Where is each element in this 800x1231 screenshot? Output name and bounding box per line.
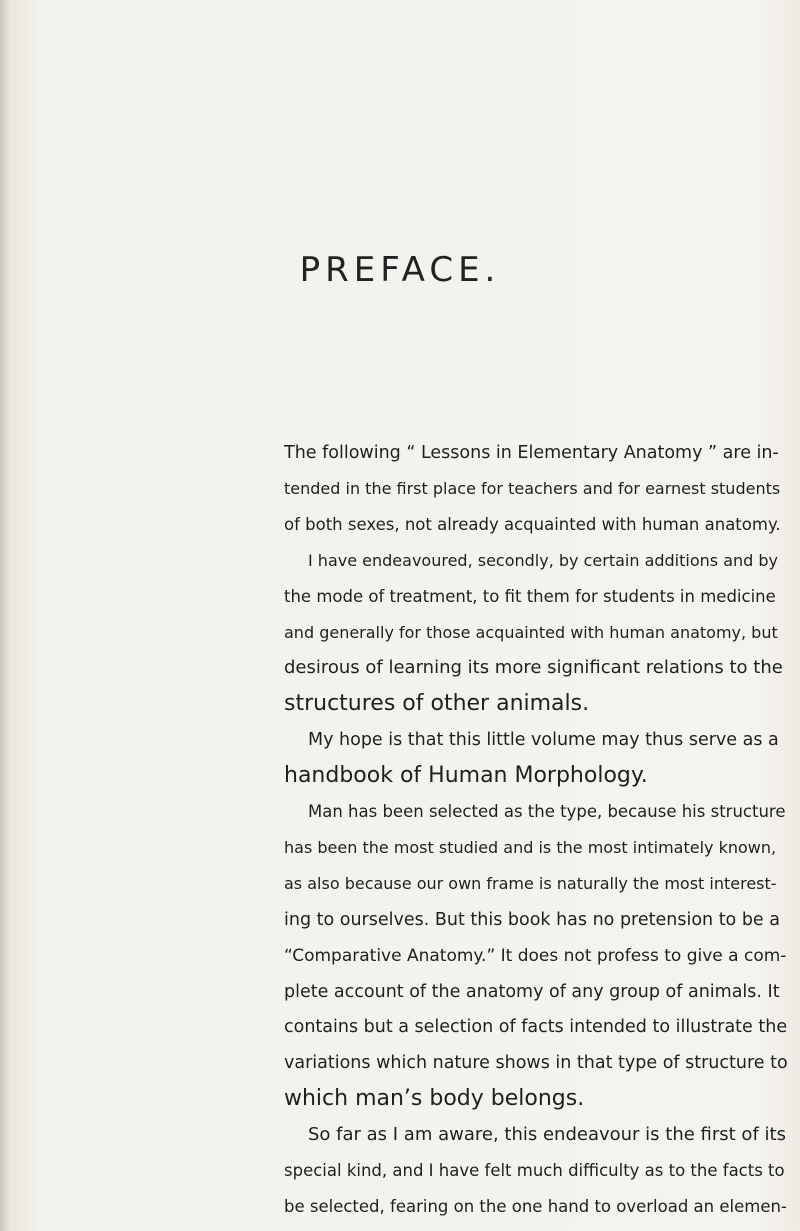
text-line: Man has been selected as the type, because his structure <box>308 802 786 821</box>
text-line: the mode of treatment, to fit them for students in medicine <box>284 587 776 606</box>
text-line: ing to ourselves. But this book has no pretension to be a <box>284 910 780 930</box>
text-line: has been the most studied and is the most intimately known, <box>284 838 777 857</box>
text-line: So far as I am aware, this endeavour is the first of its <box>308 1124 786 1145</box>
binding-shadow <box>0 0 10 1231</box>
text-line: tended in the first place for teachers and for earnest students <box>284 479 781 498</box>
text-line: plete account of the anatomy of any group of animals. It <box>284 982 780 1002</box>
text-line: contains but a selection of facts intended to illustrate the <box>284 1017 788 1037</box>
text-line: be selected, fearing on the one hand to overload an elemen- <box>284 1197 787 1216</box>
text-line: The following “ Lessons in Elementary Anatomy ” are in- <box>284 443 779 463</box>
text-line: variations which nature shows in that type of structure to <box>284 1053 788 1073</box>
text-line: I have endeavoured, secondly, by certain additions and by <box>308 551 779 570</box>
text-line: special kind, and I have felt much difficulty as to the facts to <box>284 1161 785 1180</box>
text-line: My hope is that this little volume may thus serve as a <box>308 730 779 750</box>
text-line: handbook of Human Morphology. <box>284 763 648 788</box>
text-line: as also because our own frame is naturally the most interest- <box>284 874 777 893</box>
page-title: PREFACE. <box>299 250 501 290</box>
text-line: desirous of learning its more significant relations to the <box>284 657 783 678</box>
text-line: “Comparative Anatomy.” It does not profess to give a com- <box>284 946 787 966</box>
text-line: of both sexes, not already acquainted with human anatomy. <box>284 515 781 534</box>
text-line: and generally for those acquainted with human anatomy, but <box>284 623 778 642</box>
text-line: structures of other animals. <box>284 691 590 716</box>
text-line: which man’s body belongs. <box>284 1086 585 1111</box>
